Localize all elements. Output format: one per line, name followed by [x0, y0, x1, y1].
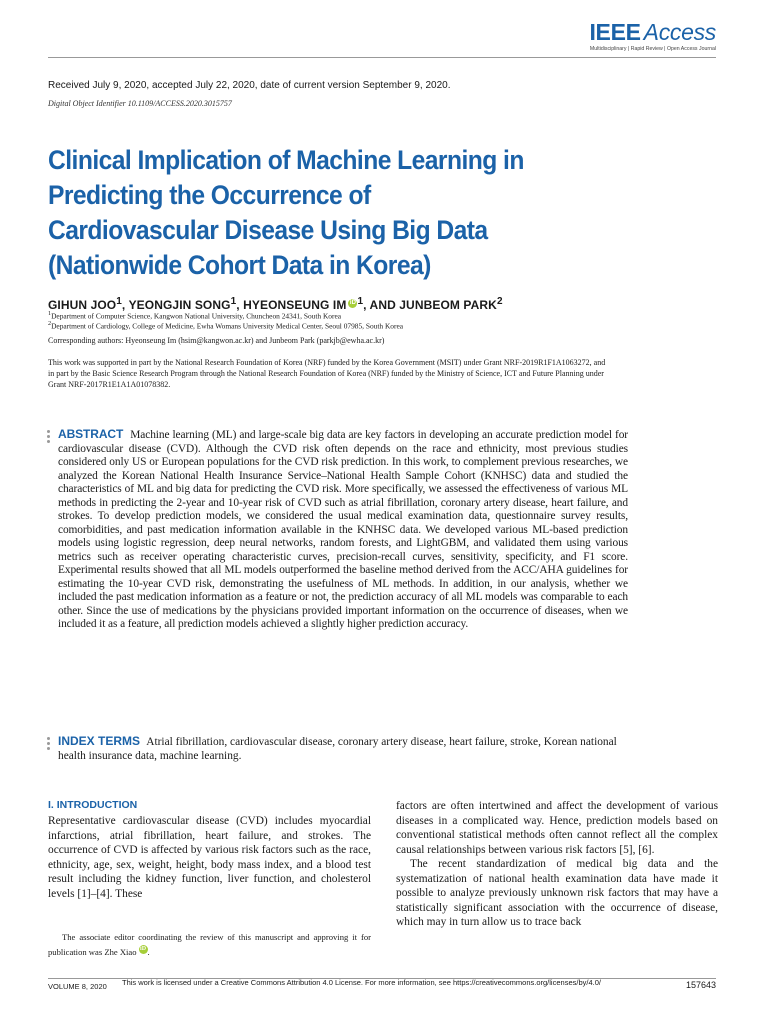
abstract-text: Machine learning (ML) and large-scale big data are key factors in developing an accurate prediction model for cardiovascular disease (CVD). Although the CVD risk often depends on the race and ethnicity, most previous studies considered only US or European populations for the CVD risk prediction. In this work, to complement previous researches, we analyzed the Korean National Health Insurance Service–National Health Sample Cohort (KNHSC) data and studied the characteristics of ML and big data for predicting the CVD risk. More specifically, we assessed the effectiveness of various ML methods in predicting the 2-year and 10-year risk of CVD such as atrial fibrillation, coronary artery disease, heart failure, and strokes. To develop prediction models, we considered the usual medical examination data, questionnaire survey results, comorbidities, and past medication information available in the KNHSC data. We developed various ML-based prediction models using logistic regression, deep neural networks, random forests, and LightGBM, and validated them using various metrics such as receiver operating characteristic curves, precision-recall curves, sensitivity, specificity, and F1 score. Experimental results showed that all ML models outperformed the baseline method derived from the ACC/AHA guidelines for estimating the 10-year CVD risk, demonstrating the usefulness of ML methods. In addition, in our analysis, whether we included the past medication information as a feature or not, the prediction accuracy of all ML models was comparable to each other. Since the use of medications by the physicians provided important information on the occurrence of diseases, when we included it as a feature, all prediction models achieved a slightly higher prediction accuracy.: [58, 429, 628, 630]
section-heading: I. INTRODUCTION: [48, 799, 138, 811]
author-name: YEONGJIN SONG: [128, 298, 231, 312]
author-name: AND JUNBEOM PARK: [369, 298, 497, 312]
doi: Digital Object Identifier 10.1109/ACCESS.2020.3015757: [48, 99, 232, 108]
index-terms: [58, 735, 628, 763]
abstract: [58, 428, 628, 632]
author-list: GIHUN JOO$^1$, YEONGJIN SONG$^1$, HYEONSEUNG IM $iD^1$, AND JUNBEOM PARK$^2$: [48, 296, 503, 312]
paragraph: factors are often intertwined and affect the development of various diseases in a complicated way. Hence, prediction models based on conventional statistical methods often cannot reflect all the complex causal relationships between various risk factors [5], [6].: [396, 800, 718, 856]
affiliation-marker: 1: [116, 296, 122, 307]
affiliation-1: [48, 311, 341, 320]
index-terms-text: Atrial fibrillation, cardiovascular disease, coronary artery disease, heart failure, stroke, Korean national health insurance data, machine learning.: [58, 736, 617, 762]
author-name: GIHUN JOO: [48, 298, 117, 312]
logo-ieee: IEEE: [589, 19, 641, 45]
author-name: HYEONSEUNG IM: [243, 298, 347, 312]
affiliation-number: 2: [48, 321, 52, 327]
affiliation-marker: 1: [357, 296, 364, 307]
affiliation-number: 1: [48, 311, 52, 317]
corresponding-authors: Corresponding authors: Hyeonseung Im (hsim@kangwon.ac.kr) and Junbeom Park (parkjb@ewha.ac.kr): [48, 336, 385, 345]
received-dates: Received July 9, 2020, accepted July 22, 2020, date of current version September 9, 2020.: [48, 80, 451, 91]
index-terms-marker-dots: [47, 737, 51, 752]
affiliation-marker: 1: [230, 296, 237, 307]
volume-label: VOLUME 8, 2020: [48, 982, 107, 991]
intro-left-column: Representative cardiovascular disease (CVD) includes myocardial infarctions, atrial fibrillation, heart failure, and strokes. The occurrence of CVD is affected by various risk factors such as the race, ethnicity, age, sex, weight, height, body mass index, and a blood test result including the kidney function, liver function, and cholesterol levels [1]–[4]. These: [48, 815, 371, 900]
abstract-marker-dots: [47, 430, 51, 445]
affiliation-2: [48, 321, 403, 330]
editor-footnote: The associate editor coordinating the review of this manuscript and approving it for publication was Zhe Xiao iD .: [48, 932, 371, 957]
license-notice: This work is licensed under a Creative Commons Attribution 4.0 License. For more information, see https://creativecommons.org/licenses/by/4.0/: [122, 978, 601, 987]
paper-title: Clinical Implication of Machine Learning in Predicting the Occurrence of Cardiovascular Disease Using Big Data (Nationwide Cohort Data in Korea): [48, 145, 524, 280]
funding-statement: This work was supported in part by the National Research Foundation of Korea (NRF) funded by the Korea Government (MSIT) under Grant NRF-2019R1F1A1063272, and in part by the Basic Science Research Program through the National Research Foundation of Korea (NRF) funded by the Ministry of Science, ICT and Future Planning under Grant NRF-2017R1E1A1A01078382.: [48, 358, 606, 389]
footnote-text: The associate editor coordinating the review of this manuscript and approving it for publication was Zhe Xiao: [48, 932, 371, 957]
affiliation-text: Department of Cardiology, College of Medicine, Ewha Womans University Medical Center, Seoul 07985, South Korea: [51, 321, 404, 331]
index-terms-label: INDEX TERMS: [58, 734, 141, 748]
journal-logo: [589, 20, 716, 52]
page-number: 157643: [685, 980, 716, 990]
orcid-icon[interactable]: iD: [140, 946, 147, 952]
intro-right-column: [396, 799, 718, 930]
logo-tagline: Multidisciplinary | Rapid Review | Open Access Journal: [589, 46, 716, 52]
affiliation-marker: 2: [496, 296, 503, 307]
header-divider: [48, 57, 716, 58]
paragraph: The recent standardization of medical big data and the systematization of national health examination data have made it possible to analyze previously unknown risk factors that may have a statistically significant association with the occurrence of disease, which may in turn allow us to trace back: [396, 858, 718, 928]
affiliation-text: Department of Computer Science, Kangwon National University, Chuncheon 24341, South Korea: [51, 311, 342, 321]
orcid-icon[interactable]: iD: [349, 300, 357, 306]
abstract-label: ABSTRACT: [58, 427, 124, 441]
logo-access: Access: [643, 19, 716, 45]
